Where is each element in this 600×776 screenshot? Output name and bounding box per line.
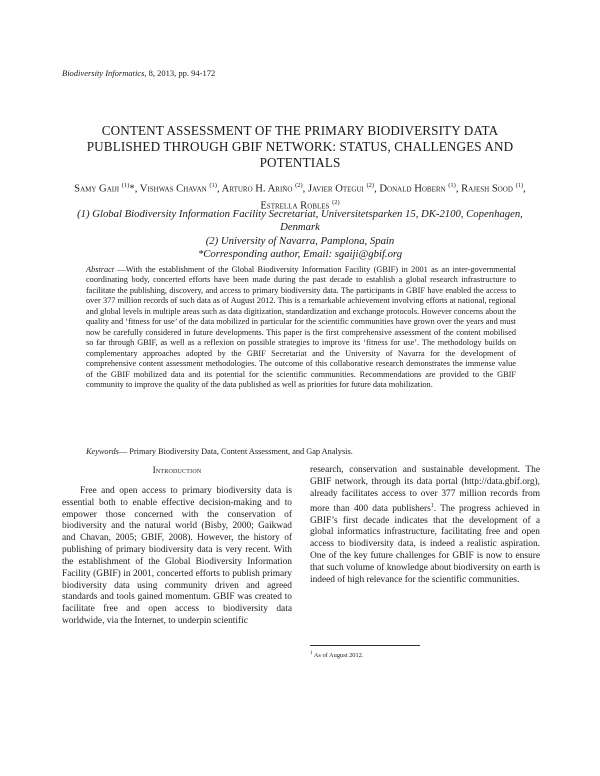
introduction-paragraph-right: research, conservation and sustainable development. The GBIF network, through its data portal (http://data.gbif.org), already facilitates access to over 377 million records from more than 400 data publishers$^1$. The progress achieved in GBIF’s first decade indicates that the development of a global informatics infrastructure, facilitating free and open access to biodiversity data, is indeed a realistic aspiration. One of the key future challenges for GBIF is now to ensure that such volume of knowledge about biodiversity on earth is indeed of high relevance for the scientific communities. [310, 465, 540, 585]
author-name: Estrella Robles [260, 200, 330, 212]
footnote-mark: 1 [310, 651, 313, 656]
author-list: Samy Gaiji $^{(1)}$*, Vishwas Chavan $^{(1)}$, Arturo H. Ariño $^{(2)}$, Javier Otegui $^{(2)}$, Donald Hobern $^{(1)}$, Rajesh Sood $^{(1)}$, Estrella Robles $^{(2)}$ [74, 182, 526, 212]
author-name: Donald Hobern [379, 183, 446, 195]
author-name: Rajesh Sood [461, 183, 513, 195]
body-column-left [62, 465, 292, 628]
journal-citation [62, 68, 215, 78]
corresponding-author: *Corresponding author, Email: sgaiji@gbif.org [197, 248, 403, 260]
introduction-paragraph-left: Free and open access to primary biodiversity data is essential both to enable effective decision-making and to empower those concerned with the conservation of biodiversity and the natural world (Bisby, 2000; Gaikwad and Chavan, 2005; GBIF, 2008). However, the history of publishing of primary biodiversity data is very recent. With the establishment of the Global Biodiversity Information Facility (GBIF) in 2001, concerted efforts to publish primary biodiversity data using community driven and agreed standards and tools gained momentum. GBIF was created to facilitate free and open access to biodiversity data worldwide, via the Internet, to underpin scientific [62, 485, 292, 627]
footnote [310, 651, 363, 659]
author-affiliation-mark: (1) [209, 182, 217, 189]
author-name: Javier Otegui [307, 183, 364, 195]
abstract-text: —With the establishment of the Global Biodiversity Information Facility (GBIF) in 2001 as an inter-governmental coordinating body, concerted efforts have been made during the past decade to establish a global research infrastructure to facilitate the publishing, discovery, and access to primary biodiversity data. The participants in GBIF have enabled the access to over 377 million records of such data as of August 2012. This is a remarkable achievement involving efforts at national, regional and global levels in multiple areas such as data digitization, standardization and exchange protocols. However concerns about the quality and ‘fitness for use’ of the data mobilized in particular for the scientific communities have grown over the years and must now be carefully considered in future developments. This paper is the first comprehensive assessment of the content mobilised so far through GBIF, as well as a reflexion on possible strategies to improve its ‘fitness for use’. The methodology builds on complementary approaches adopted by the GBIF Secretariat and the University of Navarra for the development of comprehensive content assessment methodologies. The outcome of this collaborative research demonstrates the immense value of the GBIF mobilized data and its potential for the scientific communities. Recommendations are provided to the GBIF community to improve the quality of the data published as well as priorities for future data mobilization. [86, 265, 516, 389]
abstract [86, 265, 516, 390]
author-affiliation-mark: (1) [448, 182, 456, 189]
author-name: Samy Gaiji [74, 183, 120, 195]
author-name: Vishwas Chavan [139, 183, 207, 195]
affiliation-navarra: (2) University of Navarra, Pamplona, Spain [205, 235, 395, 247]
footnote-divider [310, 645, 420, 646]
author-affiliation-mark: (2) [366, 182, 375, 189]
section-heading-introduction: Introduction [152, 465, 202, 475]
keywords [86, 447, 516, 456]
paper-title: CONTENT ASSESSMENT OF THE PRIMARY BIODIVERSITY DATA PUBLISHED THROUGH GBIF NETWORK: STATUS, CHALLENGES AND POTENTIALS [86, 123, 514, 170]
keywords-text: — Primary Biodiversity Data, Content Assessment, and Gap Analysis. [118, 447, 353, 456]
author-affiliation-mark: (1) [121, 182, 130, 189]
footnote-text: As of August 2012. [312, 652, 364, 660]
journal-name: Biodiversity Informatics [62, 68, 145, 78]
abstract-label: Abstract [86, 265, 115, 274]
keywords-label: Keywords [86, 447, 119, 456]
author-affiliation-mark: (2) [332, 198, 340, 206]
author-name: Arturo H. Ariño [221, 183, 293, 195]
author-affiliation-mark: (1) [515, 182, 524, 189]
body-column-right [310, 465, 540, 587]
journal-volume-pages: , 8, 2013, pp. 94-172 [144, 68, 216, 78]
footnote-reference[interactable]: 1 [430, 502, 434, 509]
author-affiliation-mark: (2) [295, 182, 303, 189]
affiliation-gbif: (1) Global Biodiversity Information Facility Secretariat, Universitetsparken 15, DK-2100, Copenhagen, Denmark [77, 208, 523, 233]
